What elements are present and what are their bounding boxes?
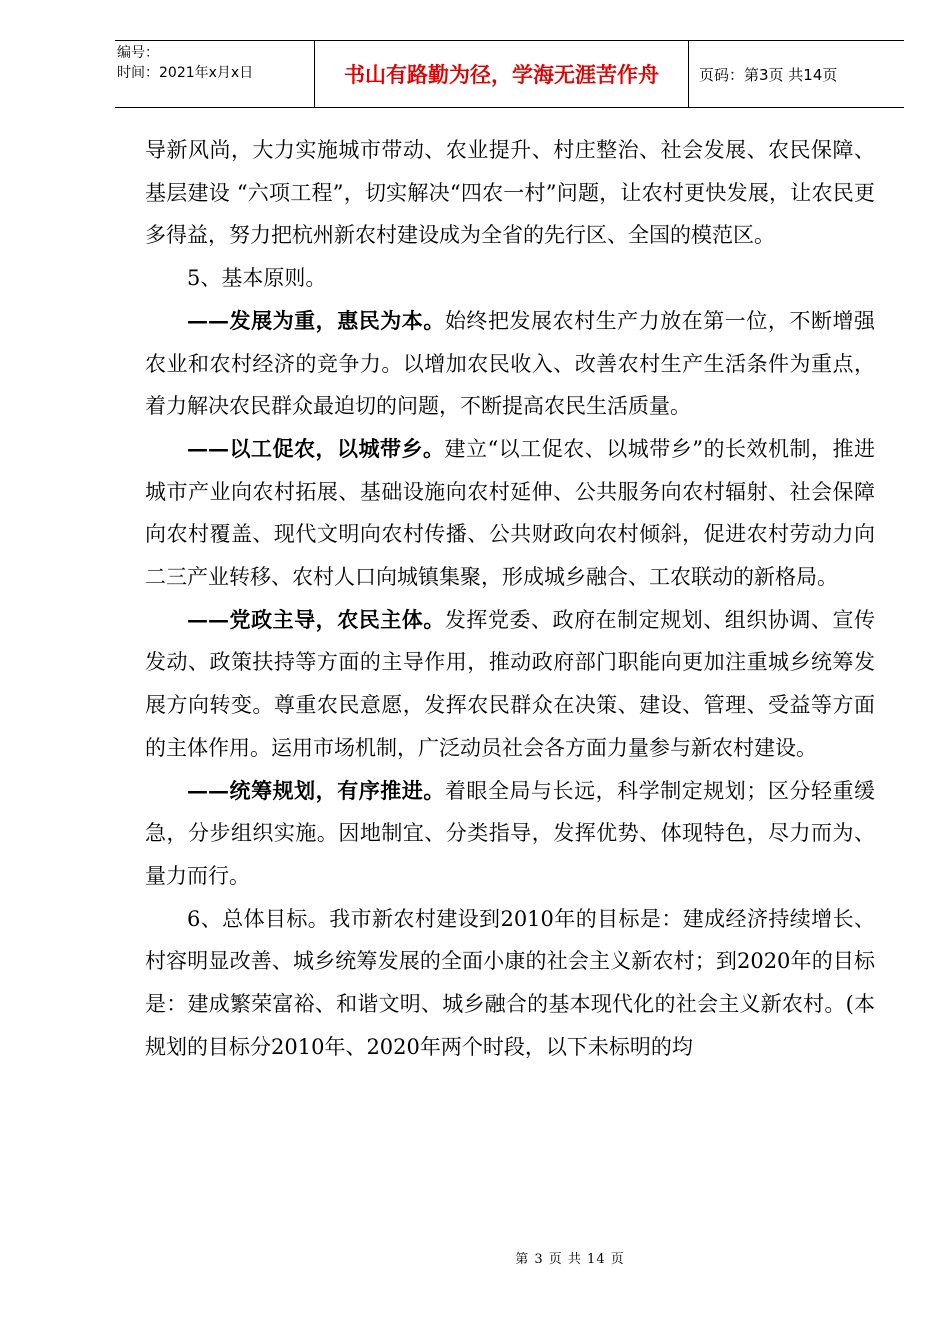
number-label: 编号： (117, 45, 159, 61)
page-footer: 第 3 页 共 14 页 (515, 1252, 625, 1267)
principle-heading: ——统筹规划，有序推进。 (187, 777, 445, 803)
principle-heading: ——发展为重，惠民为本。 (187, 307, 445, 333)
header-motto: 书山有路勤为径，学海无涯苦作舟 (315, 41, 689, 107)
paragraph: ——以工促农，以城带乡。建立“以工促农、以城带乡”的长效机制，推进城市产业向农村拓展、基础设施向农村延伸、公共服务向农村辐射、社会保障向农村覆盖、现代文明向农村传播、公共财政向农村倾斜，促进农村劳动力向二三产业转移、农村人口向城镇集聚，形成城乡融合、工农联动的新格局。 (145, 435, 875, 590)
principle-heading: ——以工促农，以城带乡。 (187, 435, 445, 461)
paragraph: ——统筹规划，有序推进。着眼全局与长远，科学制定规划；区分轻重缓急，分步组织实施。因地制宜、分类指导，发挥优势、体现特色，尽力而为、量力而行。 (145, 777, 876, 888)
paragraph: ——发展为重，惠民为本。始终把发展农村生产力放在第一位，不断增强农业和农村经济的竞争力。以增加农民收入、改善农村生产生活条件为重点，着力解决农民群众最迫切的问题，不断提高农民生活质量。 (145, 307, 876, 419)
time-label: 时间：2021年x月x日 (117, 65, 254, 81)
paragraph: 6、总体目标。我市新农村建设到2010年的目标是：建成经济持续增长、村容明显改善、城乡统筹发展的全面小康的社会主义新农村；到2020年的目标是：建成繁荣富裕、和谐文明、城乡融合的基本现代化的社会主义新农村。(本规划的目标分2010年、2020年两个时段，以下未标明的均 (145, 906, 875, 1059)
page-header (115, 40, 904, 108)
header-meta (115, 41, 315, 107)
paragraph: ——党政主导，农民主体。发挥党委、政府在制定规划、组织协调、宣传发动、政策扶持等方面的主导作用，推动政府部门职能向更加注重城乡统筹发展方向转变。尊重农民意愿，发挥农民群众在决策、建设、管理、受益等方面的主体作用。运用市场机制，广泛动员社会各方面力量参与新农村建设。 (145, 606, 876, 760)
paragraph: 5、基本原则。 (187, 266, 327, 291)
principle-heading: ——党政主导，农民主体。 (187, 606, 445, 632)
paragraph: 导新风尚，大力实施城市带动、农业提升、村庄整治、社会发展、农民保障、基层建设 “六项工程”，切实解决“四农一村”问题，让农村更快发展，让农民更多得益，努力把杭州新农村建设成为全省的先行区、全国的模范区。 (145, 138, 875, 248)
document-body (145, 129, 875, 1068)
header-page-info: 页码：第3页 共14页 (699, 65, 838, 84)
